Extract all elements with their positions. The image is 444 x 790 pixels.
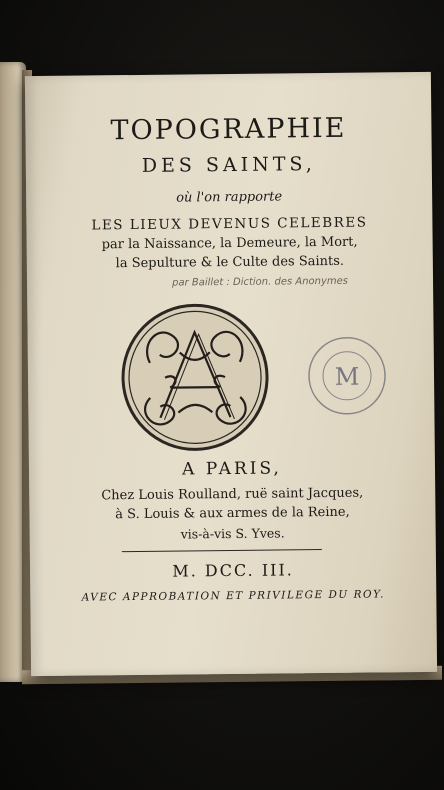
monogram-seal-icon [119,302,271,454]
library-stamp-icon [306,334,389,417]
divider-rule [122,549,322,552]
subtitle-line-6: la Sepulture & le Culte des Saints. [115,253,345,272]
imprint-city: A PARIS, [181,458,282,480]
subtitle: où l'on rapporte [176,189,283,206]
svg-text:M: M [334,362,360,391]
title-page [25,72,437,676]
title-line-2: DES SAINTS, [141,153,316,177]
subtitle-line-4: LES LIEUX DEVENUS CELEBRES [91,214,368,234]
privilege-line: AVEC APPROBATION ET PRIVILEGE DU ROY. [81,588,386,604]
subtitle-line-5: par la Naissance, la Demeure, la Mort, [101,234,358,253]
publisher-line-2: à S. Louis & aux armes de la Reine, [115,504,350,523]
publication-year: M. DCC. III. [172,560,294,581]
handwritten-note: par Baillet : Diction. des Anonymes [172,275,349,289]
publisher-line-1: Chez Louis Roulland, ruë saint Jacques, [101,485,364,504]
publisher-line-3: vis-à-vis S. Yves. [180,525,285,542]
title-line-1: TOPOGRAPHIE [110,112,347,147]
